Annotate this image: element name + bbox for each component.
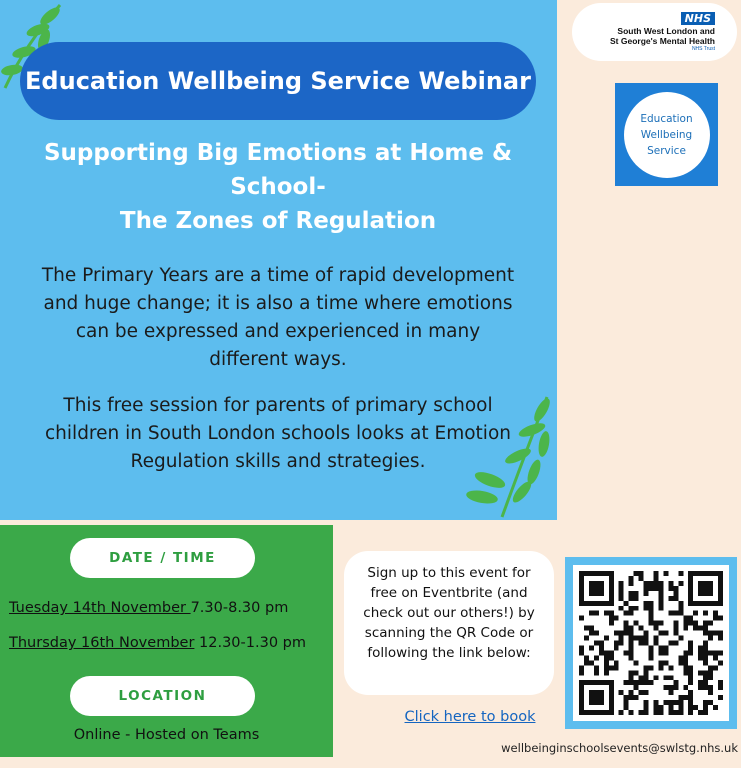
ews-logo-line: Service — [647, 144, 686, 157]
date-time-heading: DATE / TIME — [70, 538, 255, 578]
session-description: This free session for parents of primary school children in South London schools looks at Emotion Regulation skills and strategies. — [45, 395, 511, 472]
trust-suffix: NHS Trust — [691, 45, 715, 52]
session-date: Thursday 16th November — [9, 635, 195, 651]
contact-email: wellbeinginschoolsevents@swlstg.nhs.uk — [501, 741, 738, 755]
location-heading: LOCATION — [70, 676, 255, 716]
subtitle-line: School- — [230, 174, 326, 200]
session-item — [9, 600, 339, 616]
qr-code-graphic — [579, 571, 723, 715]
qr-code-frame — [565, 557, 737, 729]
book-link[interactable]: Click here to book — [404, 709, 536, 725]
page-title: Education Wellbeing Service Webinar — [20, 42, 536, 120]
ews-logo-line: Wellbeing — [640, 128, 693, 141]
subtitle-line: The Zones of Regulation — [119, 208, 437, 234]
session-item — [9, 635, 339, 651]
session-time: 7.30-8.30 pm — [190, 600, 289, 616]
ews-logo-line: Education — [640, 112, 693, 125]
ews-logo — [615, 83, 718, 186]
intro-paragraph: The Primary Years are a time of rapid development and huge change; it is also a time where emotions can be expressed and experienced in many different ways. — [41, 265, 515, 370]
webinar-subtitle — [20, 136, 536, 238]
location-text: Online - Hosted on Teams — [73, 727, 260, 743]
trust-name-line: South West London and — [617, 25, 715, 36]
nhs-trust-logo — [572, 3, 737, 61]
session-date: Tuesday 14th November — [9, 600, 191, 616]
nhs-logo: NHS — [681, 12, 715, 25]
ews-logo-circle — [624, 92, 710, 178]
qr-code[interactable] — [573, 565, 729, 721]
trust-name-line: St George's Mental Health — [610, 35, 715, 46]
session-time: 12.30-1.30 pm — [194, 635, 306, 651]
subtitle-line: Supporting Big Emotions at Home & — [43, 140, 513, 166]
signup-callout: Sign up to this event for free on Eventbrite (and check out our others!) by scanning the QR Code or following the link below: — [344, 551, 554, 695]
